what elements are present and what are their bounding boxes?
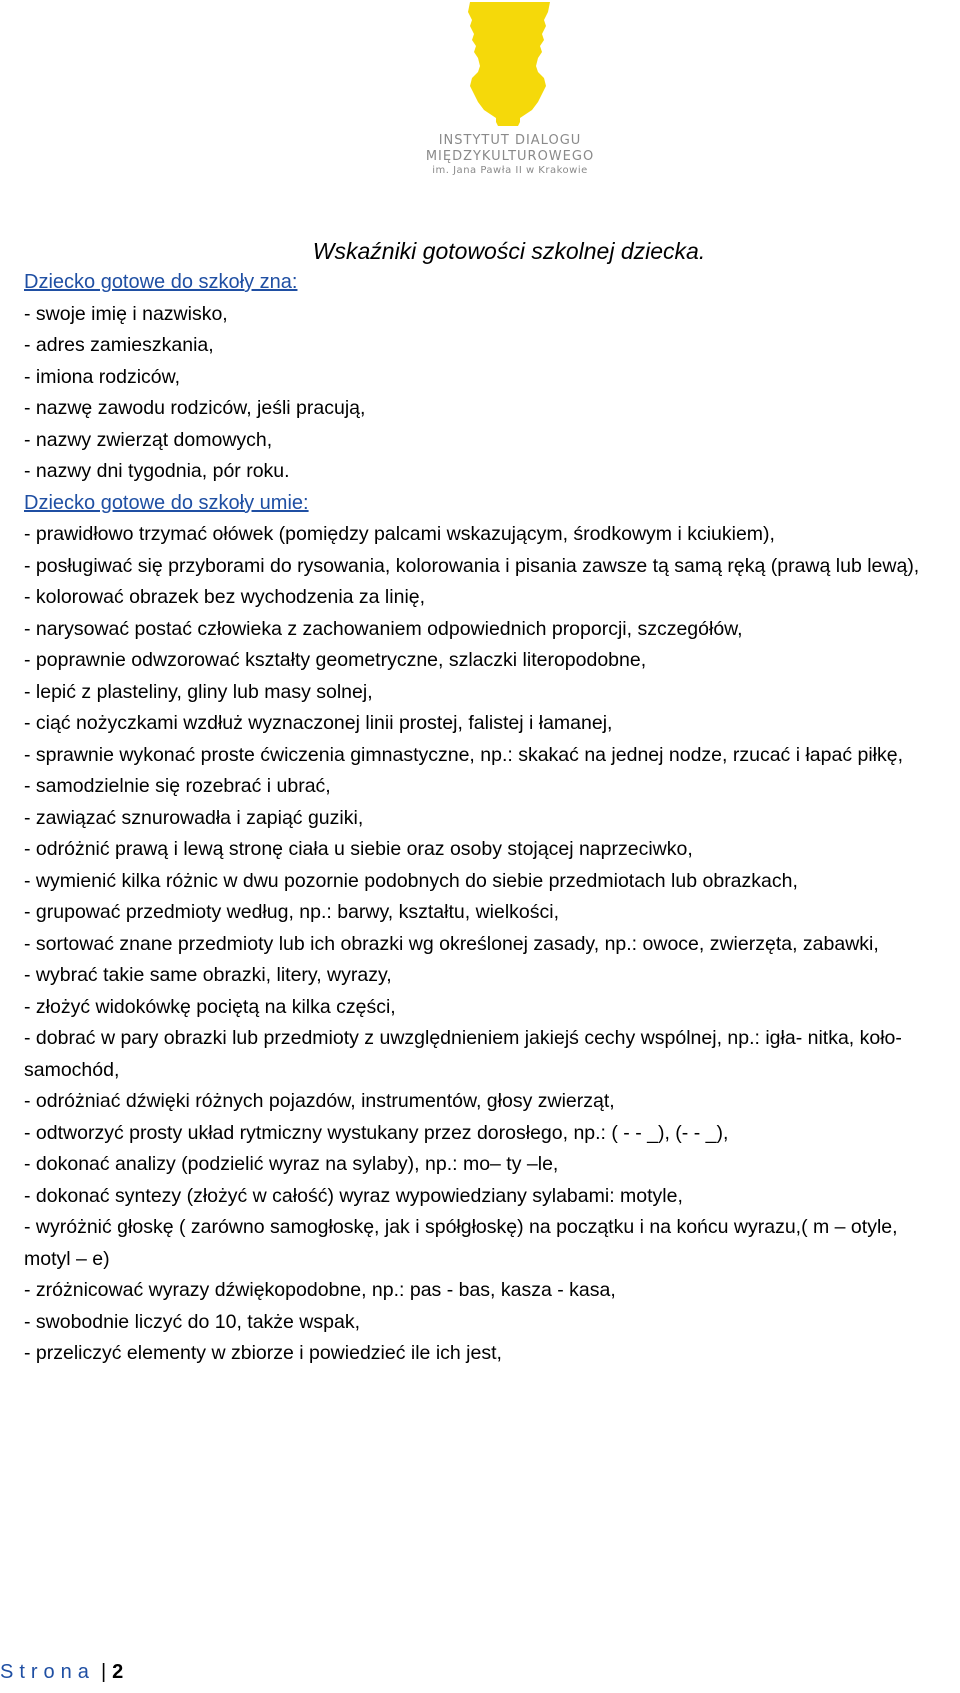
list-item: - lepić z plasteliny, gliny lub masy solnej, — [24, 680, 373, 703]
can-list — [24, 519, 934, 1370]
list-item: - dokonać syntezy (złożyć w całość) wyraz wypowiedziany sylabami: motyle, — [24, 1184, 683, 1207]
logo-text-line2: MIĘDZYKULTUROWEGO — [425, 149, 595, 164]
list-item: - przeliczyć elementy w zbiorze i powiedzieć ile ich jest, — [24, 1342, 502, 1364]
list-item: - narysować postać człowieka z zachowaniem odpowiednich proporcji, szczegółów, — [24, 617, 743, 640]
list-item: - sortować znane przedmioty lub ich obrazki wg określonej zasady, np.: owoce, zwierzęta, zabawki, — [24, 932, 879, 955]
list-item: - kolorować obrazek bez wychodzenia za linię, — [24, 586, 426, 608]
list-item: - odtworzyć prosty układ rytmiczny wystukany przez dorosłego, np.: ( - - _), (- - _), — [24, 1121, 729, 1144]
list-item: - poprawnie odwzorować kształty geometryczne, szlaczki literopodobne, — [24, 649, 647, 671]
list-item: - ciąć nożyczkami wzdłuż wyznaczonej linii prostej, falistej i łamanej, — [24, 712, 613, 734]
list-item: - grupować przedmioty według, np.: barwy, kształtu, wielkości, — [24, 901, 560, 923]
list-item: - odróżnić prawą i lewą stronę ciała u siebie oraz osoby stojącej naprzeciwko, — [24, 838, 693, 860]
list-item: - swoje imię i nazwisko, — [24, 302, 228, 325]
list-item: - nazwy zwierząt domowych, — [24, 428, 273, 451]
list-item: - imiona rodziców, — [24, 365, 181, 388]
list-item: - odróżniać dźwięki różnych pojazdów, instrumentów, głosy zwierząt, — [24, 1090, 615, 1112]
footer-separator: | — [100, 1661, 107, 1683]
logo-text-line3: im. Jana Pawła II w Krakowie — [432, 165, 588, 176]
page-number: 2 — [112, 1661, 124, 1683]
list-item: - dobrać w pary obrazki lub przedmioty z uwzględnieniem jakiejś cechy wspólnej, np.: igła- nitka, koło- samochód, — [24, 1027, 902, 1081]
institute-logo — [410, 0, 610, 180]
list-item: - nazwę zawodu rodziców, jeśli pracują, — [24, 397, 366, 419]
knows-list — [24, 299, 934, 488]
section-heading-can: Dziecko gotowe do szkoły umie: — [24, 491, 309, 514]
list-item: - posługiwać się przyborami do rysowania, kolorowania i pisania zawsze tą samą ręką (prawą lub lewą), — [24, 554, 920, 577]
list-item: - nazwy dni tygodnia, pór roku. — [24, 460, 290, 482]
list-item: - adres zamieszkania, — [24, 334, 214, 356]
page-footer — [0, 1661, 123, 1684]
footer-label: Strona — [0, 1661, 95, 1683]
list-item: - zróżnicować wyrazy dźwiękopodobne, np.: pas - bas, kasza - kasa, — [24, 1279, 616, 1301]
list-item: - swobodnie liczyć do 10, także wspak, — [24, 1310, 360, 1333]
section-heading-knows: Dziecko gotowe do szkoły zna: — [24, 271, 298, 293]
list-item: - wyróżnić głoskę ( zarówno samogłoskę, jak i spółgłoskę) na początku i na końcu wyrazu,( m – otyle, motyl – e) — [24, 1216, 898, 1270]
logo-text-line1: INSTYTUT DIALOGU — [438, 133, 582, 148]
list-item: - wymienić kilka różnic w dwu pozornie podobnych do siebie przedmiotach lub obrazkach, — [24, 869, 798, 892]
document-title: Wskaźniki gotowości szkolnej dziecka. — [312, 238, 706, 264]
list-item: - zawiązać sznurowadła i zapiąć guziki, — [24, 806, 364, 829]
document-body — [24, 236, 934, 1370]
list-item: - wybrać takie same obrazki, litery, wyrazy, — [24, 964, 392, 986]
list-item: - samodzielnie się rozebrać i ubrać, — [24, 775, 331, 797]
list-item: - złożyć widokówkę pociętą na kilka części, — [24, 995, 396, 1018]
vase-faces-logo-icon — [410, 0, 610, 130]
list-item: - sprawnie wykonać proste ćwiczenia gimnastyczne, np.: skakać na jednej nodze, rzucać i łapać piłkę, — [24, 743, 904, 766]
list-item: - dokonać analizy (podzielić wyraz na sylaby), np.: mo– ty –le, — [24, 1153, 559, 1175]
list-item: - prawidłowo trzymać ołówek (pomiędzy palcami wskazującym, środkowym i kciukiem), — [24, 523, 775, 545]
